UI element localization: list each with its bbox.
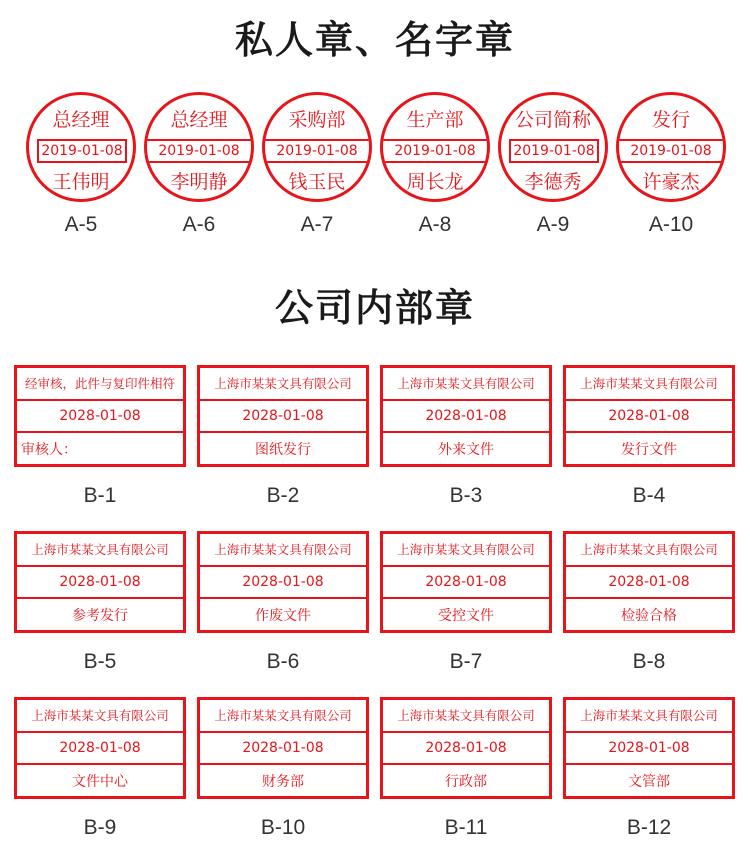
seal-title: 采购部 (288, 109, 346, 131)
seal-code: A-5 (64, 213, 98, 236)
seal-company: 上海市某某文具有限公司 (214, 542, 352, 558)
seal-name: 李德秀 (524, 171, 582, 193)
rect-seal-item (380, 365, 552, 531)
seal-company: 上海市某某文具有限公司 (31, 708, 169, 724)
rect-seal-item (563, 365, 735, 531)
round-seal-item (141, 92, 257, 252)
seal-code: B-12 (626, 816, 672, 839)
round-seal-item (495, 92, 611, 252)
rect-seal-item (14, 365, 186, 531)
rect-seal (14, 531, 186, 633)
seal-company: 上海市某某文具有限公司 (214, 708, 352, 724)
seal-code: B-8 (632, 650, 666, 673)
seal-purpose: 行政部 (383, 763, 549, 796)
seal-purpose: 检验合格 (566, 597, 732, 630)
seal-name: 许豪杰 (642, 171, 700, 193)
seal-title: 总经理 (170, 109, 228, 131)
seal-code: B-3 (449, 484, 483, 507)
seal-purpose: 发行文件 (566, 431, 732, 464)
seal-company: 上海市某某文具有限公司 (31, 542, 169, 558)
seal-purpose: 作废文件 (200, 597, 366, 630)
rect-seal-item (197, 531, 369, 697)
seal-code: B-1 (83, 484, 117, 507)
seal-title: 总经理 (52, 109, 110, 131)
seal-company: 上海市某某文具有限公司 (214, 376, 352, 392)
seal-code: A-7 (300, 213, 334, 236)
seal-company: 上海市某某文具有限公司 (580, 542, 718, 558)
round-seal-item (613, 92, 729, 252)
seal-date: 2028-01-08 (17, 399, 183, 432)
seal-date: 2019-01-08 (619, 139, 723, 163)
seal-title: 发行 (651, 109, 690, 131)
seal-purpose: 参考发行 (17, 597, 183, 630)
seal-company: 上海市某某文具有限公司 (397, 708, 535, 724)
seal-code: A-9 (536, 213, 570, 236)
round-seal (616, 92, 726, 202)
rect-seal (197, 531, 369, 633)
seal-code: B-6 (266, 650, 300, 673)
seal-code: A-8 (418, 213, 452, 236)
rect-seal-item (14, 531, 186, 697)
rect-seal-item (563, 531, 735, 697)
seal-date: 2019-01-08 (37, 139, 127, 163)
seal-date: 2019-01-08 (509, 139, 599, 163)
seal-company: 上海市某某文具有限公司 (397, 376, 535, 392)
round-seal (380, 92, 490, 202)
seal-name: 钱玉民 (288, 171, 346, 193)
rect-seal (563, 531, 735, 633)
seal-code: B-2 (266, 484, 300, 507)
seal-date: 2028-01-08 (383, 399, 549, 432)
seal-title: 公司简称 (514, 109, 591, 131)
seal-date: 2028-01-08 (383, 731, 549, 764)
company-seals-title: 公司内部章 (274, 286, 475, 330)
seal-date: 2028-01-08 (200, 399, 366, 432)
seal-purpose: 图纸发行 (200, 431, 366, 464)
round-seal-item (377, 92, 493, 252)
round-seal (262, 92, 372, 202)
seal-code: B-11 (444, 816, 488, 839)
seal-purpose: 文管部 (566, 763, 732, 796)
round-seal-row (23, 92, 729, 252)
rect-seal (197, 365, 369, 467)
seal-name: 王伟明 (52, 171, 110, 193)
round-seal-item (23, 92, 139, 252)
rect-seal (380, 697, 552, 799)
rect-seal-item (563, 697, 735, 863)
seal-date: 2028-01-08 (200, 731, 366, 764)
seal-code: B-7 (449, 650, 483, 673)
rect-seal-item (197, 697, 369, 863)
seal-date: 2019-01-08 (265, 139, 369, 163)
rect-seal (197, 697, 369, 799)
rect-seal-item (14, 697, 186, 863)
rect-seal (14, 697, 186, 799)
rect-seal-item (197, 365, 369, 531)
seal-code: B-5 (83, 650, 117, 673)
seal-code: A-6 (182, 213, 216, 236)
rect-seal-item (380, 697, 552, 863)
seal-date: 2028-01-08 (566, 399, 732, 432)
seal-date: 2028-01-08 (200, 565, 366, 598)
seal-date: 2028-01-08 (17, 565, 183, 598)
round-seal (26, 92, 136, 202)
rect-seal (380, 531, 552, 633)
round-seal (498, 92, 608, 202)
seal-date: 2028-01-08 (17, 731, 183, 764)
rect-seal-grid (14, 365, 734, 863)
seal-date: 2028-01-08 (566, 731, 732, 764)
seal-code: B-4 (632, 484, 666, 507)
seal-title: 生产部 (406, 109, 464, 131)
seal-code: A-10 (648, 213, 694, 236)
seal-company: 上海市某某文具有限公司 (580, 708, 718, 724)
seal-company: 经审核，此件与复印件相符 (24, 376, 175, 392)
rect-seal-item (380, 531, 552, 697)
seal-date: 2019-01-08 (147, 139, 251, 163)
seal-name: 李明静 (170, 171, 228, 193)
seal-purpose: 财务部 (200, 763, 366, 796)
seal-date: 2028-01-08 (383, 565, 549, 598)
seal-purpose: 审核人： (17, 431, 183, 464)
rect-seal (563, 365, 735, 467)
rect-seal (563, 697, 735, 799)
seal-date: 2028-01-08 (566, 565, 732, 598)
personal-seals-title: 私人章、名字章 (234, 18, 515, 62)
seal-company: 上海市某某文具有限公司 (580, 376, 718, 392)
seal-code: B-9 (83, 816, 117, 839)
seal-company: 上海市某某文具有限公司 (397, 542, 535, 558)
round-seal (144, 92, 254, 202)
round-seal-item (259, 92, 375, 252)
seal-date: 2019-01-08 (383, 139, 487, 163)
seal-purpose: 受控文件 (383, 597, 549, 630)
seal-purpose: 文件中心 (17, 763, 183, 796)
rect-seal (14, 365, 186, 467)
seal-purpose: 外来文件 (383, 431, 549, 464)
rect-seal (380, 365, 552, 467)
seal-code: B-10 (260, 816, 306, 839)
seal-name: 周长龙 (406, 171, 464, 193)
